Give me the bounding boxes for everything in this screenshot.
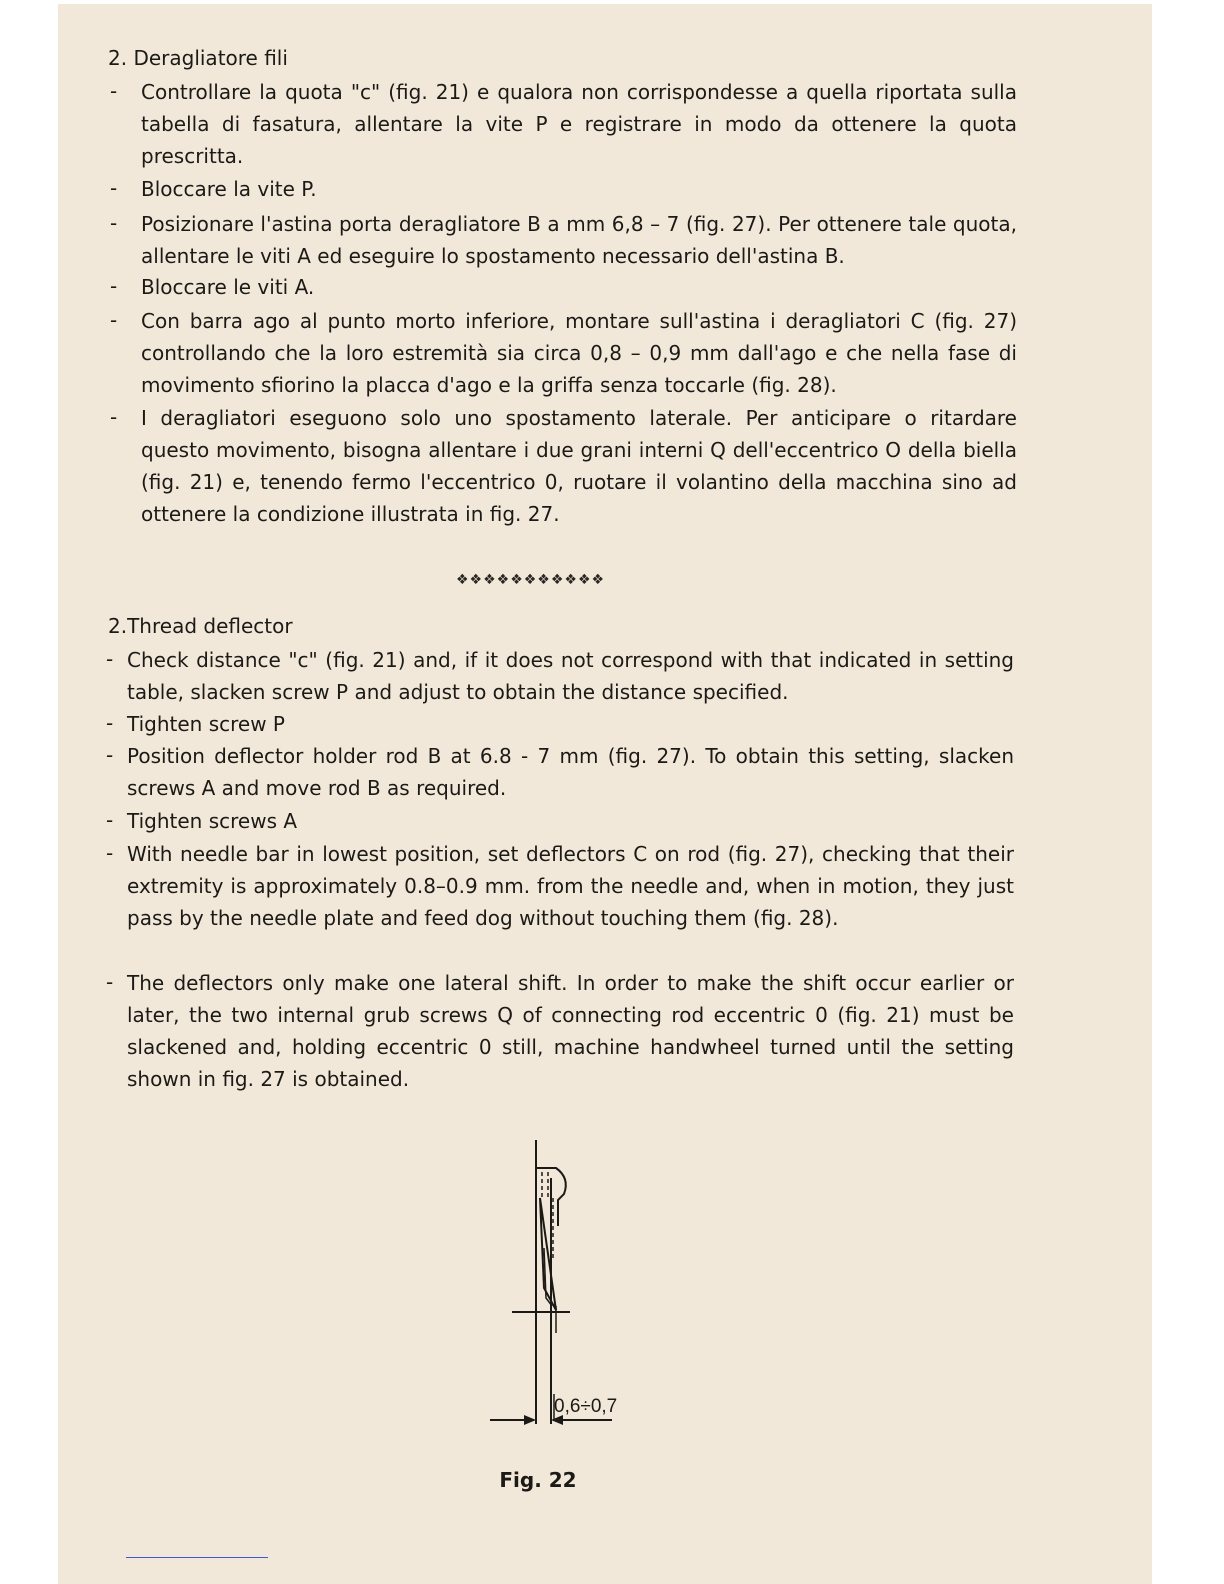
italian-item-6: I deragliatori eseguono solo uno spostamento laterale. Per anticipare o ritardare questo movimento, bisogna allentare i due grani interni Q dell'eccentrico O della biella (fig. 21) e, tenendo fermo l'eccentrico 0, ruotare il volantino della macchina sino ad ottenere la condizione illustrata in fig. 27. [141, 406, 1017, 526]
bullet-dash: - [106, 970, 114, 994]
deflector-figure [484, 1138, 624, 1438]
bullet-dash: - [110, 274, 118, 298]
bullet-dash: - [110, 211, 118, 235]
dimension-label: 0,6÷0,7 [554, 1396, 618, 1417]
english-item-1: Check distance "c" (fig. 21) and, if it does not correspond with that indicated in setting table, slacken screw P and adjust to obtain the distance specified. [127, 648, 1014, 704]
italian-item-2: Bloccare la vite P. [141, 177, 317, 201]
italian-item-1: Controllare la quota "c" (fig. 21) e qualora non corrispondesse a quella riportata sulla tabella di fasatura, allentare la vite P e registrare in modo da ottenere la quota prescritta. [141, 80, 1017, 168]
section-separator: ❖❖❖❖❖❖❖❖❖❖❖ [456, 572, 606, 588]
bullet-dash: - [106, 711, 114, 735]
english-item-5: With needle bar in lowest position, set deflectors C on rod (fig. 27), checking that their extremity is approximately 0.8–0.9 mm. from the needle and, when in motion, they just pass by the needle plate and feed dog without touching them (fig. 28). [127, 842, 1014, 930]
footer-line [126, 1557, 268, 1558]
italian-item-5: Con barra ago al punto morto inferiore, montare sull'astina i deragliatori C (fig. 27) controllando che la loro estremità sia circa 0,8 – 0,9 mm dall'ago e che nella fase di movimento sfiorino la placca d'ago e la griffa senza toccarle (fig. 28). [141, 309, 1017, 397]
english-heading: 2.Thread deflector [108, 614, 293, 638]
italian-item-3: Posizionare l'astina porta deragliatore B a mm 6,8 – 7 (fig. 27). Per ottenere tale quota, allentare le viti A ed eseguire lo spostamento necessario dell'astina B. [141, 212, 1017, 268]
bullet-dash: - [110, 405, 118, 429]
bullet-dash: - [106, 647, 114, 671]
bullet-dash: - [106, 808, 114, 832]
english-item-4: Tighten screws A [127, 809, 298, 833]
bullet-dash: - [106, 743, 114, 767]
deflector-drawing [484, 1138, 624, 1438]
figure-caption: Fig. 22 [499, 1468, 577, 1492]
bullet-dash: - [110, 176, 118, 200]
italian-item-4: Bloccare le viti A. [141, 275, 315, 299]
italian-heading: 2. Deragliatore fili [108, 46, 288, 70]
english-item-2: Tighten screw P [127, 712, 285, 736]
bullet-dash: - [110, 308, 118, 332]
english-item-3: Position deflector holder rod B at 6.8 - 7 mm (fig. 27). To obtain this setting, slacken screws A and move rod B as required. [127, 744, 1014, 800]
english-item-6: The deflectors only make one lateral shift. In order to make the shift occur earlier or later, the two internal grub screws Q of connecting rod eccentric 0 (fig. 21) must be slackened and, holding eccentric 0 still, machine handwheel turned until the setting shown in fig. 27 is obtained. [127, 971, 1014, 1091]
bullet-dash: - [106, 841, 114, 865]
bullet-dash: - [110, 79, 118, 103]
